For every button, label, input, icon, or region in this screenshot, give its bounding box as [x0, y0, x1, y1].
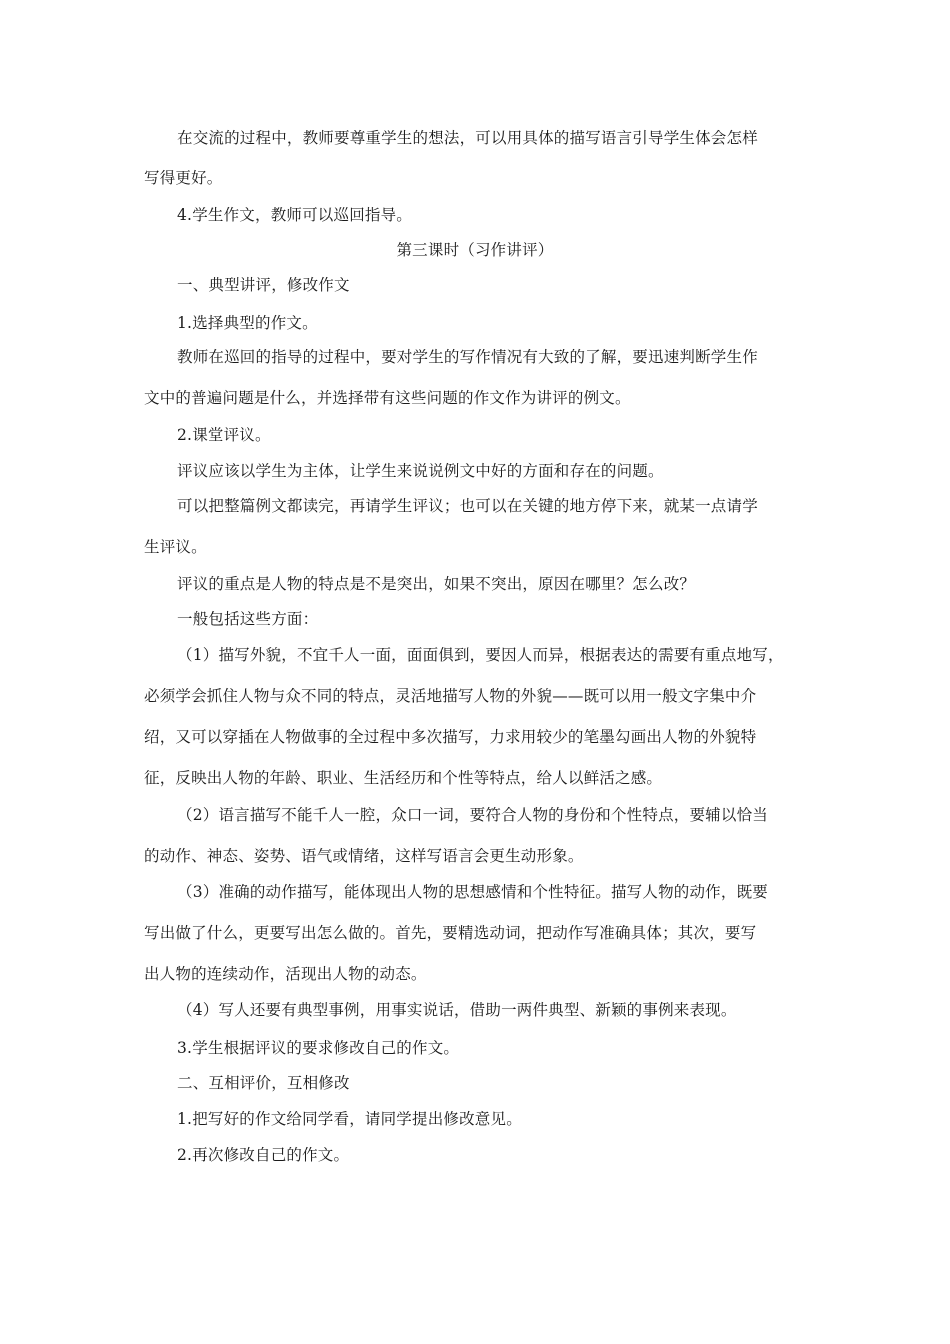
paragraph-line: 写得更好。	[144, 169, 223, 187]
list-item: 2.课堂评议。	[177, 426, 271, 444]
list-item: 3.学生根据评议的要求修改自己的作文。	[177, 1039, 460, 1057]
paragraph-line: 可以把整篇例文都读完，再请学生评议；也可以在关键的地方停下来，就某一点请学	[177, 497, 758, 515]
paragraph-line: 教师在巡回的指导的过程中，要对学生的写作情况有大致的了解，要迅速判断学生作	[177, 348, 758, 366]
list-item: 1.把写好的作文给同学看，请同学提出修改意见。	[177, 1110, 522, 1128]
section-heading: 二、互相评价，互相修改	[177, 1074, 350, 1092]
paragraph-line: 绍，又可以穿插在人物做事的全过程中多次描写，力求用较少的笔墨勾画出人物的外貌特	[144, 728, 757, 746]
paragraph-line: （2）语言描写不能千人一腔，众口一词，要符合人物的身份和个性特点，要辅以恰当	[177, 806, 768, 824]
paragraph-line: 出人物的连续动作，活现出人物的动态。	[144, 965, 427, 983]
paragraph-line: （3）准确的动作描写，能体现出人物的思想感情和个性特征。描写人物的动作，既要	[177, 883, 768, 901]
list-item: 1.选择典型的作文。	[177, 314, 318, 332]
list-item: 2.再次修改自己的作文。	[177, 1146, 350, 1164]
section-title: 第三课时（习作讲评）	[396, 241, 554, 259]
paragraph-line: 评议的重点是人物的特点是不是突出，如果不突出，原因在哪里？怎么改？	[177, 575, 696, 593]
paragraph-line: 文中的普遍问题是什么，并选择带有这些问题的作文作为讲评的例文。	[144, 389, 631, 407]
paragraph-line: 写出做了什么，更要写出怎么做的。首先，要精选动词，把动作写准确具体；其次，要写	[144, 924, 757, 942]
section-heading: 一、典型讲评，修改作文	[177, 276, 350, 294]
paragraph-line: 一般包括这些方面：	[177, 610, 319, 628]
list-item: 4.学生作文，教师可以巡回指导。	[177, 206, 412, 224]
paragraph-line: 必须学会抓住人物与众不同的特点，灵活地描写人物的外貌——既可以用一般文字集中介	[144, 687, 757, 705]
paragraph-line: 征，反映出人物的年龄、职业、生活经历和个性等特点，给人以鲜活之感。	[144, 769, 663, 787]
paragraph-line: 在交流的过程中，教师要尊重学生的想法，可以用具体的描写语言引导学生体会怎样	[177, 129, 758, 147]
paragraph-line: 生评议。	[144, 538, 207, 556]
paragraph-line: （4）写人还要有典型事例，用事实说话，借助一两件典型、新颖的事例来表现。	[177, 1001, 737, 1019]
paragraph-line: （1）描写外貌，不宜千人一面，面面俱到，要因人而异，根据表达的需要有重点地写，	[177, 646, 784, 664]
paragraph-line: 评议应该以学生为主体，让学生来说说例文中好的方面和存在的问题。	[177, 462, 664, 480]
paragraph-line: 的动作、神态、姿势、语气或情绪，这样写语言会更生动形象。	[144, 847, 584, 865]
